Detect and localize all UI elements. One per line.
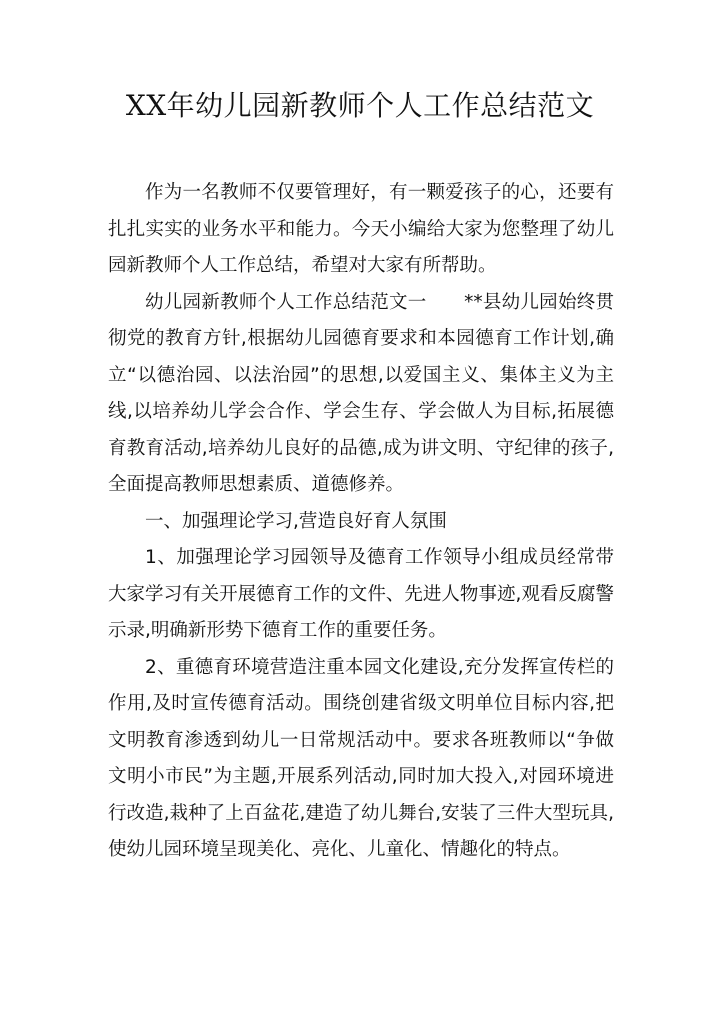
item-paragraph-1: 1、加强理论学习园领导及德育工作领导小组成员经常带大家学习有关开展德育工作的文件、先进人物事迹,观看反腐警示录,明确新形势下德育工作的重要任务。: [108, 547, 614, 641]
document-body: [108, 175, 614, 869]
item-paragraph-2: 2、重德育环境营造注重本园文化建设,充分发挥宣传栏的作用,及时宣传德育活动。围绕创建省级文明单位目标内容,把文明教育渗透到幼儿一日常规活动中。要求各班教师以“争做文明小市民”为主题,开展系列活动,同时加大投入,对园环境进行改造,栽种了上百盆花,建造了幼儿舞台,安装了三件大型玩具,使幼儿园环境呈现美化、亮化、儿童化、情趣化的特点。: [108, 656, 614, 860]
document-title: XX年幼儿园新教师个人工作总结范文: [125, 89, 595, 122]
section-heading-1: 一、加强理论学习,营造良好育人氛围: [145, 510, 447, 532]
intro-paragraph: 作为一名教师不仅要管理好，有一颗爱孩子的心，还要有扎扎实实的业务水平和能力。今天小编给大家为您整理了幼儿园新教师个人工作总结，希望对大家有所帮助。: [108, 182, 614, 276]
summary-paragraph: 幼儿园新教师个人工作总结范文一 **县幼儿园始终贯彻党的教育方针,根据幼儿园德育要求和本园德育工作计划,确立“以德治园、以法治园”的思想,以爱国主义、集体主义为主线,以培养幼儿学会合作、学会生存、学会做人为目标,拓展德育教育活动,培养幼儿良好的品德,成为讲文明、守纪律的孩子,全面提高教师思想素质、道德修养。: [108, 291, 614, 495]
